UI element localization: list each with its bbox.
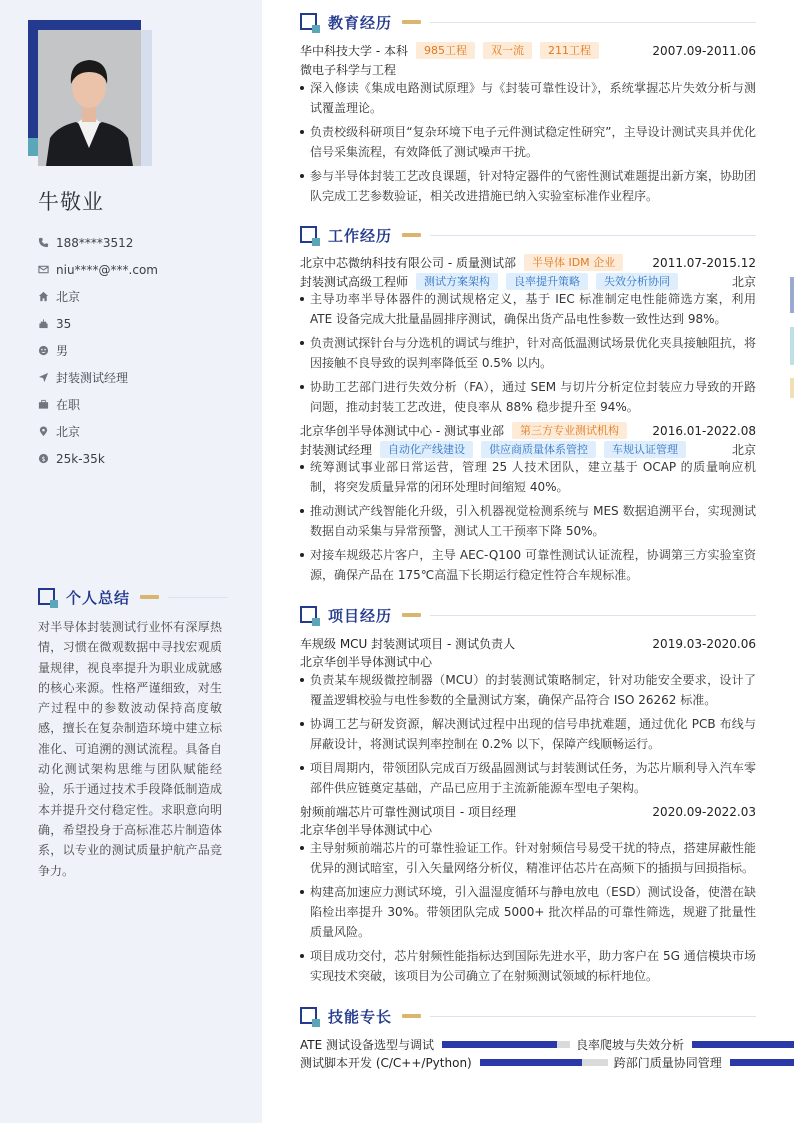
list-item: 负责测试探针台与分选机的调试与维护，针对高低温测试场景优化夹具接触阻抗，将因接触不良导致的误判率降低至 0.5% 以内。 [300,333,756,373]
list-item: 参与半导体封装工艺改良课题，针对特定器件的气密性测试难题提出新方案，协助团队完成工艺参数验证，相关改进措施已纳入实验室标准作业程序。 [300,166,756,206]
list-item: 对接车规级芯片客户，主导 AEC-Q100 可靠性测试认证流程，协调第三方实验室资源，确保产品在 175℃高温下长期运行稳定性符合车规标准。 [300,545,756,585]
section-square-icon [300,13,319,32]
project-date: 2020.09-2022.03 [652,804,756,819]
profile-photo-frame [28,20,152,166]
school-tag: 211工程 [540,42,599,59]
job-company: 北京中芯微纳科技有限公司 - 质量测试部 [300,256,516,270]
send-icon [38,372,49,383]
job-company: 北京华创半导体测试中心 - 测试事业部 [300,424,504,438]
section-square-icon [300,226,319,245]
section-divider [430,22,756,23]
section-accent-bar [140,595,159,599]
school-tag: 985工程 [416,42,475,59]
info-salary-text: 25k-35k [56,451,105,466]
list-item: 构建高加速应力测试环境，引入温湿度循环与静电放电（ESD）测试设备，使潜在缺陷检出率提升 30%。带领团队完成 5000+ 批次样品的可靠性筛选，规避了批量性质量风险。 [300,882,756,942]
job-bullets [300,289,756,421]
info-home [38,283,248,310]
project-org-row [300,652,756,671]
skill-item [300,1036,570,1053]
location-pin-icon [38,426,49,437]
school-tag: 双一流 [483,42,532,59]
summary-text: 对半导体封装测试行业怀有深厚热情，习惯在微观数据中寻找宏观质量规律，视良率提升为职业成就感的核心来源。性格严谨细致，对生产过程中的参数波动保持高度敏感，擅长在复杂制造环境中建立标准化、可追溯的测试流程。具备自动化测试架构思维与团队赋能经验，乐于通过技术手段降低制造成本并提升交付稳定性。求职意向明确，希望投身于高标准芯片制造体系，以专业的测试质量护航产品竞争力。 [38,620,222,878]
email-icon [38,264,49,275]
section-divider [430,1016,756,1017]
section-accent-bar [402,1014,421,1018]
job-skill-tag: 供应商质量体系管控 [481,441,596,458]
job-header-row [300,421,756,440]
info-age-text: 35 [56,316,72,331]
info-salary [38,445,248,472]
info-location [38,418,248,445]
list-item: 负责某车规级微控制器（MCU）的封装测试策略制定，针对功能安全要求，设计了覆盖逻辑校验与电性参数的全量测试方案，确保产品符合 ISO 26262 标准。 [300,670,756,710]
section-square-icon [300,606,319,625]
section-square-icon [38,588,57,607]
skill-level-bar [692,1041,794,1048]
list-item: 深入修读《集成电路测试原理》与《封装可靠性设计》，系统掌握芯片失效分析与测试覆盖理论。 [300,78,756,118]
info-position [38,364,248,391]
skill-level-bar [730,1059,794,1066]
info-email-text: niu****@***.com [56,262,158,277]
skill-name: 良率爬坡与失效分析 [576,1037,685,1052]
education-date: 2007.09-2011.06 [652,43,756,58]
job-role: 封装测试经理 [300,443,373,457]
home-icon [38,291,49,302]
school-name: 华中科技大学 - 本科 [300,44,408,58]
job-date: 2016.01-2022.08 [652,423,756,438]
briefcase-icon [38,399,49,410]
info-status [38,391,248,418]
list-item: 推动测试产线智能化升级，引入机器视觉检测系统与 MES 数据追溯平台，实现测试数据自动采集与异常预警，测试人工干预率下降 50%。 [300,501,756,541]
cake-icon [38,318,49,329]
skill-item [614,1054,794,1071]
projects-section-header [300,604,756,626]
info-gender [38,337,248,364]
list-item: 项目周期内，带领团队完成百万级晶圆测试与封装测试任务，为芯片顺利导入汽车零部件供应链奠定基础，产品已应用于主流新能源车型电子架构。 [300,758,756,798]
job-skill-tag: 车规认证管理 [604,441,686,458]
skill-item [576,1036,794,1053]
job-skill-tag: 测试方案架构 [416,273,498,290]
info-phone [38,229,248,256]
project-org: 北京华创半导体测试中心 [300,655,433,669]
list-item: 统筹测试事业部日常运营，管理 25 人技术团队，建立基于 OCAP 的质量响应机制，将突发质量异常的闭环处理时间缩短 40%。 [300,457,756,497]
company-type-tag: 第三方专业测试机构 [512,422,627,439]
edge-decoration [790,277,794,313]
list-item: 主导功率半导体器件的测试规格定义，基于 IEC 标准制定电性能筛选方案，利用 ATE 设备完成大批量晶圆排序测试，确保出货产品电性参数一致性达到 98%。 [300,289,756,329]
skill-item [300,1054,608,1071]
info-status-text: 在职 [56,398,81,412]
job-role: 封装测试高级工程师 [300,275,409,289]
info-home-text: 北京 [56,290,81,304]
work-section-header [300,224,756,246]
salary-icon [38,453,49,464]
section-accent-bar [402,233,421,237]
skill-name: 跨部门质量协同管理 [613,1055,722,1070]
contact-info-list [38,229,248,472]
info-location-text: 北京 [56,425,81,439]
skill-name: 测试脚本开发 (C/C++/Python) [300,1055,472,1070]
info-email [38,256,248,283]
project-org: 北京华创半导体测试中心 [300,823,433,837]
project-name: 车规级 MCU 封装测试项目 - 测试负责人 [300,637,516,651]
gender-icon [38,345,49,356]
list-item: 协助工艺部门进行失效分析（FA），通过 SEM 与切片分析定位封装应力导致的开路问题，推动封装工艺改进，使良率从 88% 稳步提升至 94%。 [300,377,756,417]
job-bullets [300,457,756,589]
sidebar [0,0,262,1123]
list-item: 负责校级科研项目“复杂环境下电子元件测试稳定性研究”，主导设计测试夹具并优化信号采集流程，有效降低了测试噪声干扰。 [300,122,756,162]
summary-title: 个人总结 [66,588,131,607]
skill-level-bar [442,1041,570,1048]
summary-section-header [38,586,228,608]
info-phone-text: 188****3512 [56,235,134,250]
phone-icon [38,237,49,248]
education-major-row [300,60,756,79]
job-city: 北京 [731,275,756,289]
section-divider [430,235,756,236]
edge-decoration [790,327,794,365]
info-position-text: 封装测试经理 [56,371,129,385]
skill-name: ATE 测试设备选型与调试 [300,1037,435,1052]
job-skill-tag: 失效分析协同 [596,273,678,290]
skill-level-fill [692,1041,794,1048]
info-gender-text: 男 [56,344,69,358]
section-accent-bar [402,613,421,617]
job-skill-tag: 自动化产线建设 [380,441,473,458]
list-item: 协调工艺与研发资源，解决测试过程中出现的信号串扰难题，通过优化 PCB 布线与屏蔽设计，将测试误判率控制在 0.2% 以下，保障产线顺畅运行。 [300,714,756,754]
education-title: 教育经历 [328,13,393,32]
project-header-row [300,802,756,821]
project-bullets [300,670,756,802]
projects-title: 项目经历 [328,606,393,625]
skills-title: 技能专长 [328,1007,393,1026]
info-age [38,310,248,337]
major-name: 微电子科学与工程 [300,63,397,77]
list-item: 项目成功交付，芯片射频性能指标达到国际先进水平，助力客户在 5G 通信模块市场实现技术突破，该项目为公司确立了在射频测试领域的标杆地位。 [300,946,756,986]
candidate-name: 牛敬业 [38,190,104,214]
skill-level-fill [442,1041,557,1048]
company-type-tag: 半导体 IDM 企业 [524,254,623,271]
job-date: 2011.07-2015.12 [652,255,756,270]
skill-level-bar [480,1059,608,1066]
project-date: 2019.03-2020.06 [652,636,756,651]
profile-photo [38,30,141,166]
education-bullets [300,78,756,210]
skills-row [300,1036,794,1052]
job-city: 北京 [731,443,756,457]
education-header-row [300,41,756,60]
section-square-icon [300,1007,319,1026]
section-divider [168,597,228,598]
project-name: 射频前端芯片可靠性测试项目 - 项目经理 [300,805,516,819]
svg-text:$: $ [41,454,46,463]
edge-decoration [790,378,794,398]
project-bullets [300,838,756,990]
project-org-row [300,820,756,839]
skills-section-header [300,1005,756,1027]
list-item: 主导射频前端芯片的可靠性验证工作。针对射频信号易受干扰的特点，搭建屏蔽性能优异的测试暗室，引入矢量网络分析仪，精准评估芯片在高频下的插损与回损指标。 [300,838,756,878]
section-divider [430,615,756,616]
skills-row [300,1054,794,1070]
education-section-header [300,11,756,33]
job-header-row [300,253,756,272]
work-title: 工作经历 [328,226,393,245]
skill-level-fill [730,1059,794,1066]
project-header-row [300,634,756,653]
job-skill-tag: 良率提升策略 [506,273,588,290]
skill-level-fill [480,1059,582,1066]
section-accent-bar [402,20,421,24]
